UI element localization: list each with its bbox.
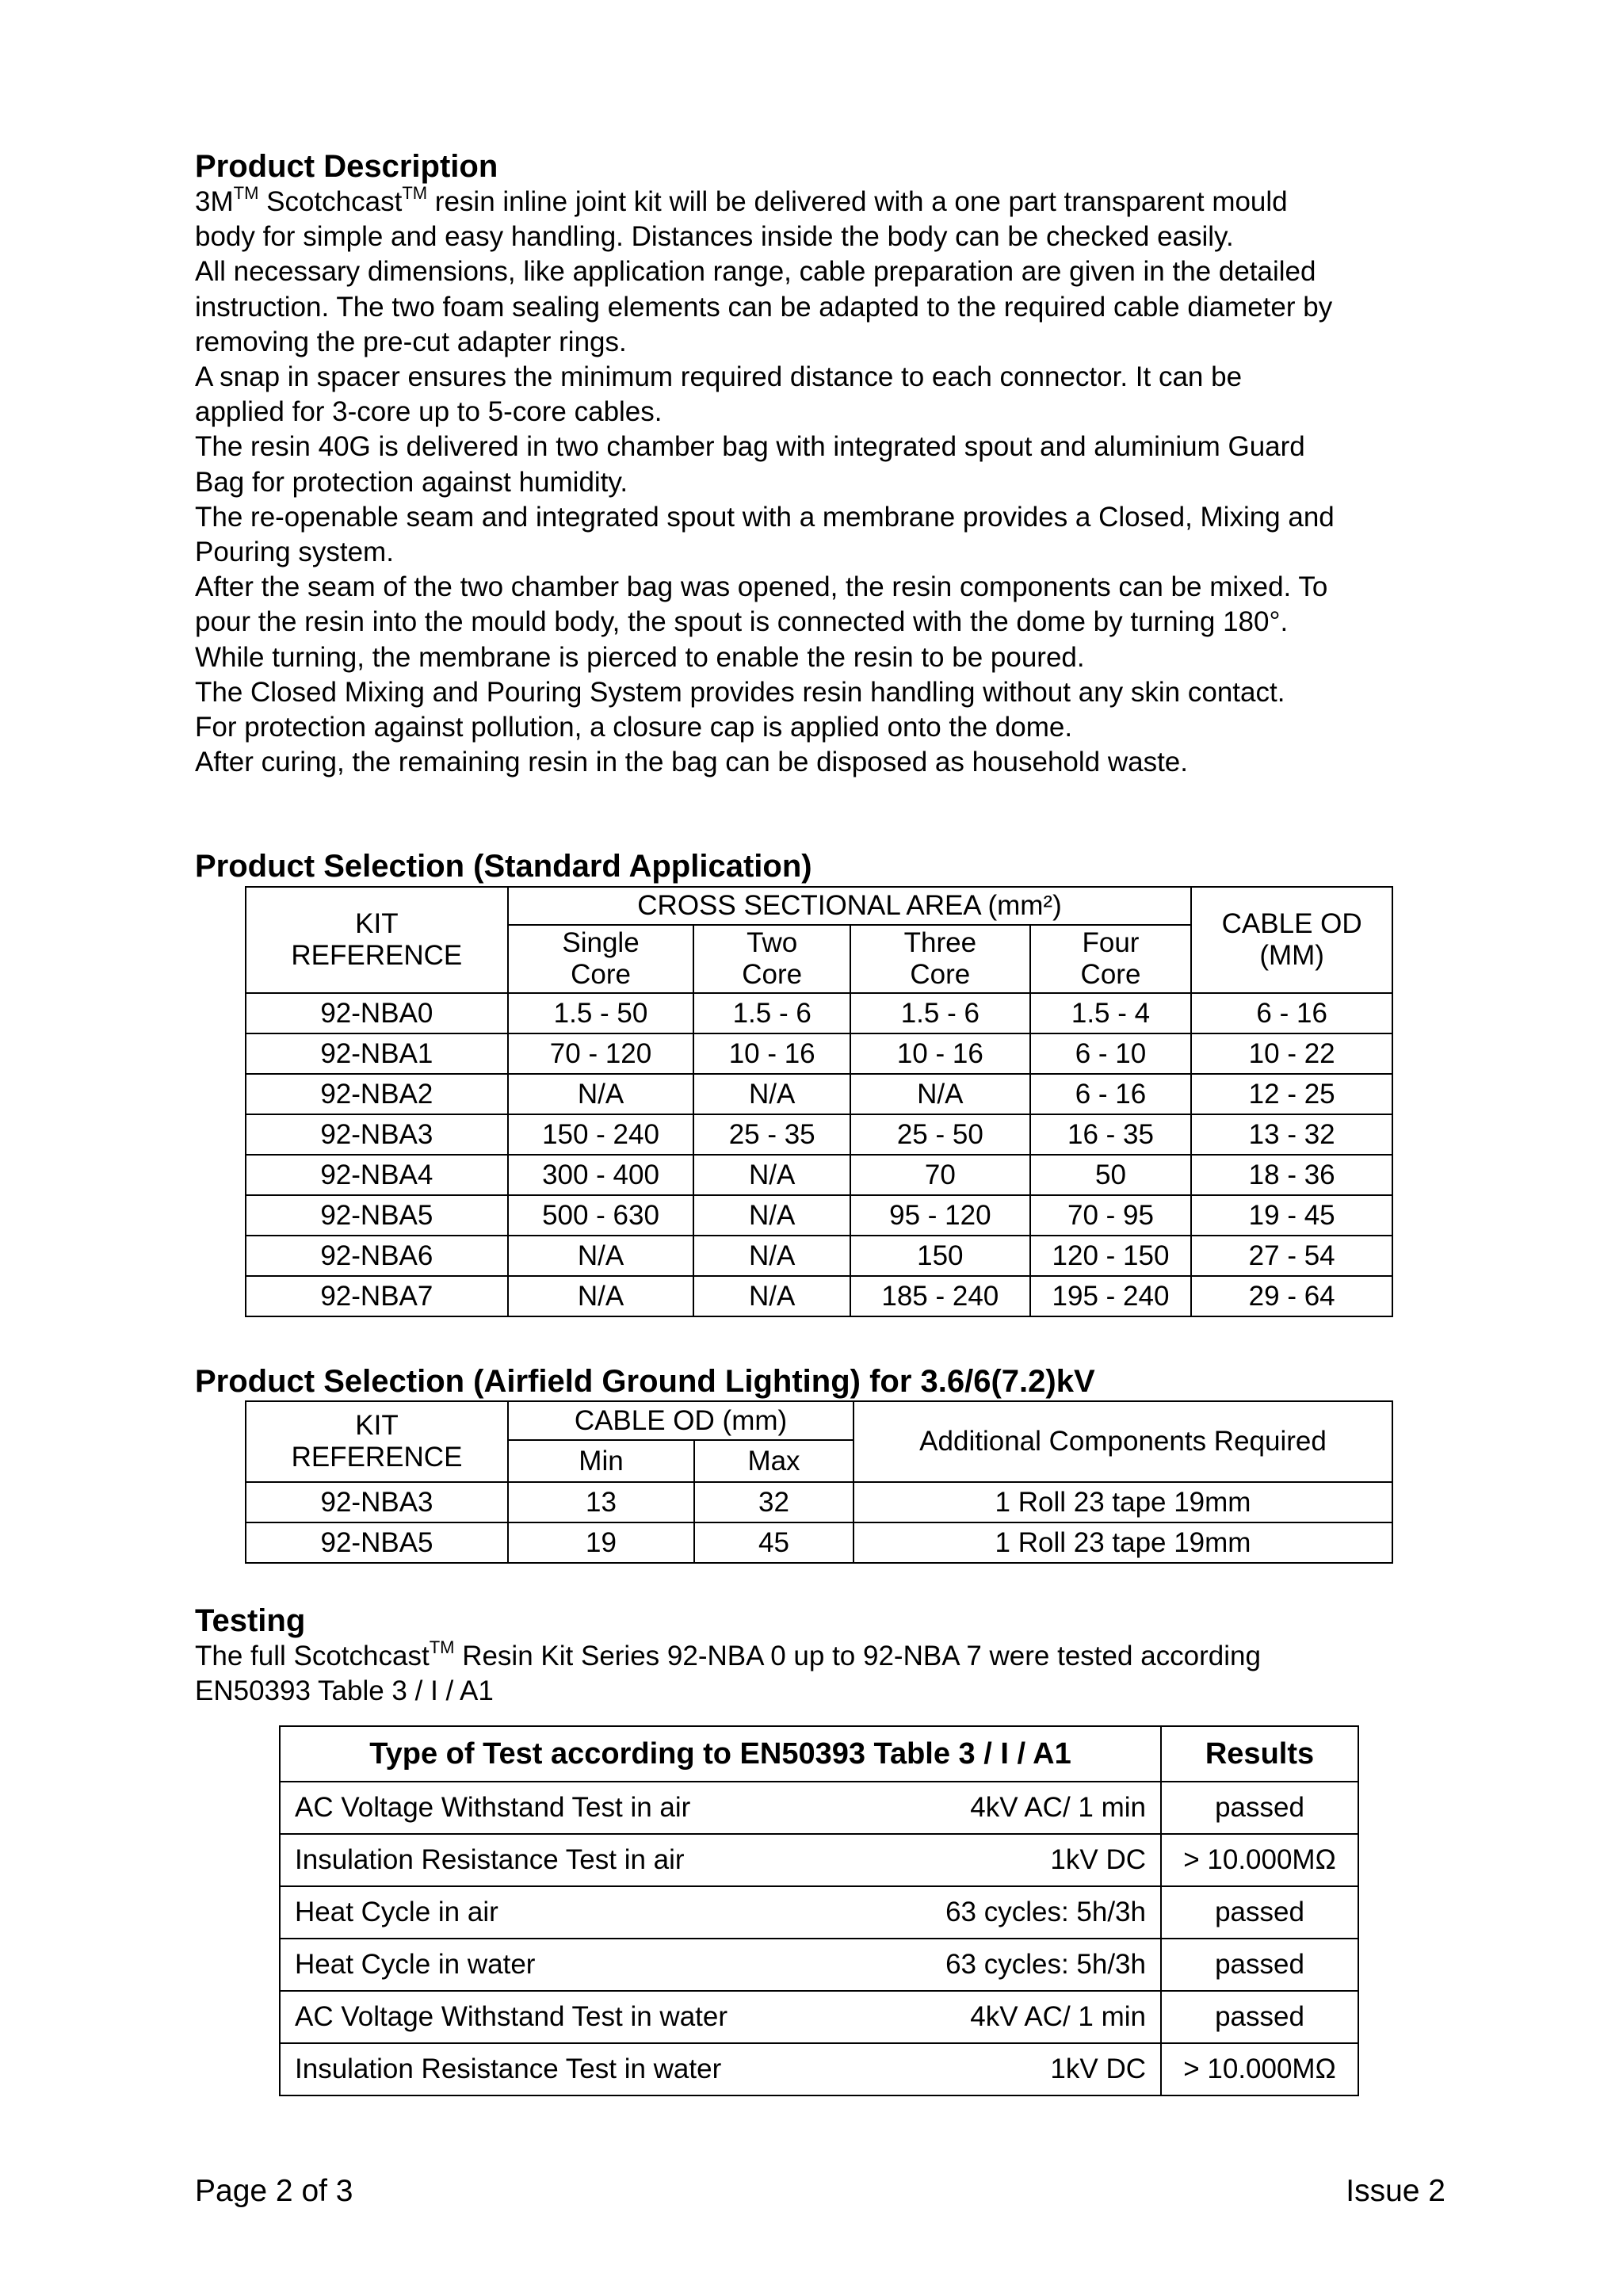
test-name: AC Voltage Withstand Test in air xyxy=(295,1792,691,1823)
kit-reference-cell: 92-NBA3 xyxy=(246,1482,508,1522)
description-line: For protection against pollution, a closure cap is applied onto the dome. xyxy=(195,712,1073,743)
standard-selection-table xyxy=(245,886,1393,1317)
table-cell: 13 - 32 xyxy=(1191,1114,1392,1155)
table-cell: 500 - 630 xyxy=(508,1195,694,1236)
table-cell: 6 - 16 xyxy=(1030,1074,1192,1114)
table-cell: 95 - 120 xyxy=(850,1195,1030,1236)
table-cell: N/A xyxy=(693,1074,850,1114)
table-cell: 1.5 - 50 xyxy=(508,993,694,1033)
table-cell: 10 - 16 xyxy=(693,1033,850,1074)
test-name: Heat Cycle in water xyxy=(295,1949,536,1980)
kit-reference-cell: 92-NBA6 xyxy=(246,1236,508,1276)
description-line: A snap in spacer ensures the minimum required distance to each connector. It can be xyxy=(195,361,1243,393)
table-row xyxy=(246,1276,1392,1316)
description-line: After curing, the remaining resin in the bag can be disposed as household waste. xyxy=(195,747,1188,778)
test-condition: 1kV DC xyxy=(1050,1844,1146,1875)
description-line: After the seam of the two chamber bag was opened, the resin components can be mixed. To xyxy=(195,571,1328,603)
header-three-core: Three Core xyxy=(850,925,1030,993)
testing-table xyxy=(279,1725,1359,2096)
test-name: Heat Cycle in air xyxy=(295,1897,498,1927)
table-cell: 70 xyxy=(850,1155,1030,1195)
table-cell: 1.5 - 4 xyxy=(1030,993,1192,1033)
test-cell xyxy=(280,2043,1161,2095)
table-cell: N/A xyxy=(508,1236,694,1276)
kit-reference-cell: 92-NBA1 xyxy=(246,1033,508,1074)
kit-reference-cell: 92-NBA5 xyxy=(246,1195,508,1236)
table-row xyxy=(280,1939,1358,1991)
table-cell: 19 xyxy=(508,1522,694,1563)
description-line: pour the resin into the mould body, the spout is connected with the dome by turning 180°. xyxy=(195,606,1289,638)
table-row xyxy=(246,1033,1392,1074)
header-results: Results xyxy=(1161,1726,1358,1782)
header-additional-components: Additional Components Required xyxy=(854,1401,1392,1482)
header-two-core: Two Core xyxy=(693,925,850,993)
testing-line: EN50393 Table 3 / I / A1 xyxy=(195,1675,494,1707)
table-cell: 25 - 35 xyxy=(693,1114,850,1155)
test-result: passed xyxy=(1161,1939,1358,1991)
testing-heading: Testing xyxy=(195,1603,306,1638)
table-cell: 12 - 25 xyxy=(1191,1074,1392,1114)
standard-selection-section xyxy=(195,848,1463,884)
table-cell: N/A xyxy=(850,1074,1030,1114)
test-result: passed xyxy=(1161,1782,1358,1834)
kit-reference-cell: 92-NBA3 xyxy=(246,1114,508,1155)
description-line: The resin 40G is delivered in two chamber bag with integrated spout and aluminium Guard xyxy=(195,431,1305,463)
test-condition: 4kV AC/ 1 min xyxy=(970,2001,1146,2032)
test-result: passed xyxy=(1161,1991,1358,2043)
table-cell: 19 - 45 xyxy=(1191,1195,1392,1236)
description-line: body for simple and easy handling. Distances inside the body can be checked easily. xyxy=(195,221,1234,253)
header-cable-od: CABLE OD (MM) xyxy=(1191,887,1392,993)
test-cell xyxy=(280,1886,1161,1939)
header-kit-reference: KIT REFERENCE xyxy=(246,887,508,993)
test-cell xyxy=(280,1939,1161,1991)
table-cell: 29 - 64 xyxy=(1191,1276,1392,1316)
table-cell: 16 - 35 xyxy=(1030,1114,1192,1155)
header-cross-sectional-area: CROSS SECTIONAL AREA (mm²) xyxy=(508,887,1192,925)
table-row xyxy=(280,1991,1358,2043)
test-condition: 63 cycles: 5h/3h xyxy=(945,1949,1146,1980)
header-cable-od: CABLE OD (mm) xyxy=(508,1401,854,1440)
product-description-text xyxy=(195,185,1463,780)
product-description-heading: Product Description xyxy=(195,149,498,184)
test-condition: 1kV DC xyxy=(1050,2053,1146,2084)
table-cell: 32 xyxy=(694,1482,854,1522)
test-cell xyxy=(280,1834,1161,1886)
table-cell: 13 xyxy=(508,1482,694,1522)
kit-reference-cell: 92-NBA2 xyxy=(246,1074,508,1114)
issue-number: Issue 2 xyxy=(1346,2174,1445,2208)
table-cell: N/A xyxy=(693,1276,850,1316)
product-description-section xyxy=(195,148,1463,780)
description-line: instruction. The two foam sealing elements can be adapted to the required cable diameter by xyxy=(195,291,1333,323)
table-cell: 185 - 240 xyxy=(850,1276,1030,1316)
description-line: While turning, the membrane is pierced to enable the resin to be poured. xyxy=(195,641,1085,673)
test-condition: 4kV AC/ 1 min xyxy=(970,1792,1146,1823)
table-cell: 50 xyxy=(1030,1155,1192,1195)
airfield-selection-section xyxy=(195,1363,1463,1400)
kit-reference-cell: 92-NBA5 xyxy=(246,1522,508,1563)
kit-reference-cell: 92-NBA0 xyxy=(246,993,508,1033)
table-cell: 70 - 120 xyxy=(508,1033,694,1074)
description-line: Pouring system. xyxy=(195,537,394,568)
table-cell: 10 - 16 xyxy=(850,1033,1030,1074)
table-row xyxy=(246,1074,1392,1114)
table-cell: 6 - 16 xyxy=(1191,993,1392,1033)
table-cell: 27 - 54 xyxy=(1191,1236,1392,1276)
table-cell: 1.5 - 6 xyxy=(850,993,1030,1033)
description-line: The Closed Mixing and Pouring System provides resin handling without any skin contact. xyxy=(195,676,1285,708)
table-row xyxy=(246,1114,1392,1155)
kit-reference-cell: 92-NBA4 xyxy=(246,1155,508,1195)
table-cell: 18 - 36 xyxy=(1191,1155,1392,1195)
table-row xyxy=(280,1886,1358,1939)
table-cell: 195 - 240 xyxy=(1030,1276,1192,1316)
table-cell: 150 - 240 xyxy=(508,1114,694,1155)
header-max: Max xyxy=(694,1440,854,1482)
test-cell xyxy=(280,1991,1161,2043)
description-line: All necessary dimensions, like application range, cable preparation are given in the detailed xyxy=(195,256,1316,288)
test-name: Insulation Resistance Test in water xyxy=(295,2053,722,2084)
header-test-type: Type of Test according to EN50393 Table 3 / I / A1 xyxy=(280,1726,1161,1782)
header-single-core: Single Core xyxy=(508,925,694,993)
testing-line: The full Scotchcast™ Resin Kit Series 92-NBA 0 up to 92-NBA 7 were tested according xyxy=(195,1637,1261,1671)
table-cell: 1 Roll 23 tape 19mm xyxy=(854,1522,1392,1563)
table-cell: 10 - 22 xyxy=(1191,1033,1392,1074)
airfield-selection-heading: Product Selection (Airfield Ground Lighting) for 3.6/6(7.2)kV xyxy=(195,1364,1095,1399)
table-cell: 120 - 150 xyxy=(1030,1236,1192,1276)
table-row xyxy=(246,1522,1392,1563)
table-cell: N/A xyxy=(508,1074,694,1114)
table-cell: 25 - 50 xyxy=(850,1114,1030,1155)
header-kit-reference: KIT REFERENCE xyxy=(246,1401,508,1482)
table-cell: N/A xyxy=(693,1236,850,1276)
table-cell: 300 - 400 xyxy=(508,1155,694,1195)
header-min: Min xyxy=(508,1440,694,1482)
test-name: Insulation Resistance Test in air xyxy=(295,1844,685,1875)
table-row xyxy=(280,1782,1358,1834)
table-row xyxy=(280,1834,1358,1886)
airfield-selection-table xyxy=(245,1400,1393,1564)
header-four-core: Four Core xyxy=(1030,925,1192,993)
description-line: applied for 3-core up to 5-core cables. xyxy=(195,396,663,428)
description-line: 3M™ Scotchcast™ resin inline joint kit will be delivered with a one part transparent mould xyxy=(195,183,1288,217)
table-cell: 45 xyxy=(694,1522,854,1563)
standard-selection-heading: Product Selection (Standard Application) xyxy=(195,849,812,884)
table-cell: 150 xyxy=(850,1236,1030,1276)
table-cell: 1.5 - 6 xyxy=(693,993,850,1033)
table-cell: N/A xyxy=(508,1276,694,1316)
page-number: Page 2 of 3 xyxy=(195,2174,353,2208)
test-condition: 63 cycles: 5h/3h xyxy=(945,1897,1146,1927)
test-result: > 10.000MΩ xyxy=(1161,1834,1358,1886)
table-row xyxy=(246,1155,1392,1195)
kit-reference-cell: 92-NBA7 xyxy=(246,1276,508,1316)
test-result: > 10.000MΩ xyxy=(1161,2043,1358,2095)
description-line: removing the pre-cut adapter rings. xyxy=(195,326,627,357)
table-row xyxy=(246,1236,1392,1276)
table-row xyxy=(246,1482,1392,1522)
testing-text xyxy=(195,1639,1463,1709)
description-line: The re-openable seam and integrated spout with a membrane provides a Closed, Mixing and xyxy=(195,501,1335,533)
table-row xyxy=(246,1195,1392,1236)
table-cell: N/A xyxy=(693,1195,850,1236)
test-result: passed xyxy=(1161,1886,1358,1939)
test-cell xyxy=(280,1782,1161,1834)
table-row xyxy=(246,993,1392,1033)
description-line: Bag for protection against humidity. xyxy=(195,466,628,498)
table-cell: 1 Roll 23 tape 19mm xyxy=(854,1482,1392,1522)
test-name: AC Voltage Withstand Test in water xyxy=(295,2001,728,2032)
table-cell: 6 - 10 xyxy=(1030,1033,1192,1074)
table-row xyxy=(280,2043,1358,2095)
testing-section xyxy=(195,1603,1463,1709)
table-cell: 70 - 95 xyxy=(1030,1195,1192,1236)
table-cell: N/A xyxy=(693,1155,850,1195)
